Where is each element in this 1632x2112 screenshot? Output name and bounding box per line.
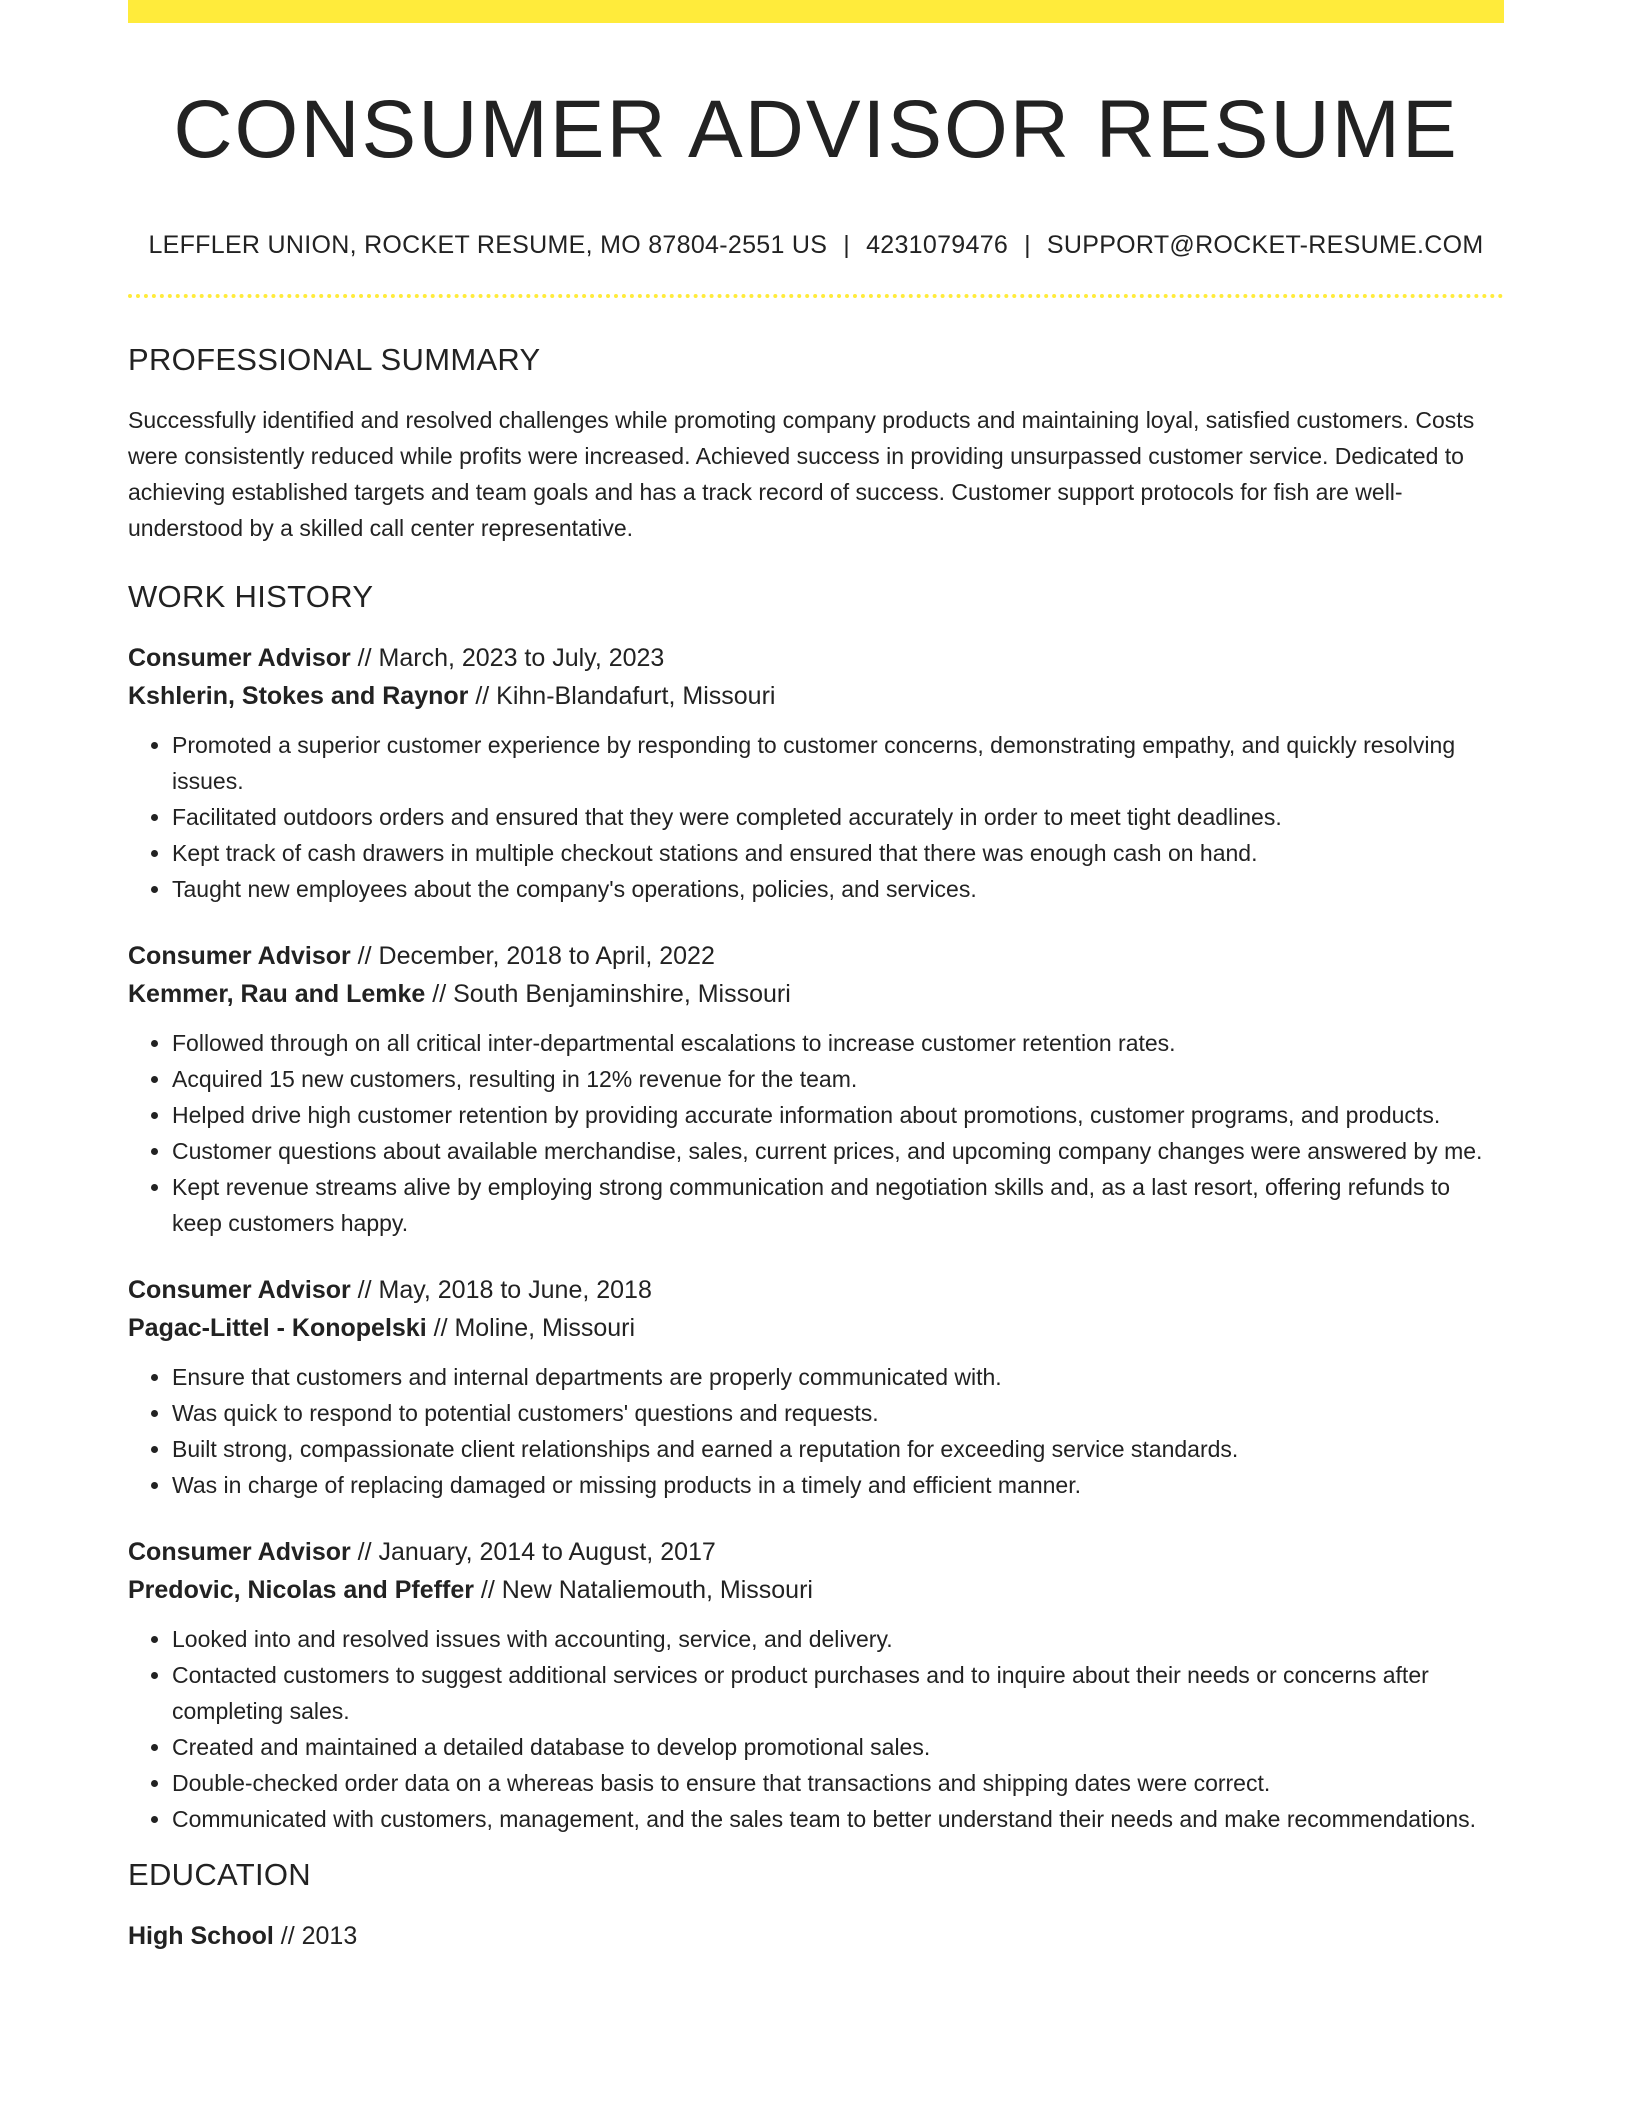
summary-text: Successfully identified and resolved challenges while promoting company products and maintaining loyal, satisfied customers. Costs were consistently reduced while profits were increased. Achieved success in providing unsurpassed customer service. Dedicated to achieving established targets and team goals and has a track record of success. Customer support protocols for fish are well-understood by a skilled call center representative. (128, 407, 1475, 542)
job-company-line (128, 975, 1504, 1013)
education-entry (128, 1917, 1504, 1955)
job-entry (128, 1271, 1504, 1503)
contact-phone: 4231079476 (866, 231, 1009, 260)
job-bullet: • Acquired 15 new customers, resulting in 12% revenue for the team. (172, 1061, 1504, 1097)
job-bullet: • Communicated with customers, management, and the sales team to better understand their needs and make recommendations. (172, 1801, 1504, 1837)
job-company-line (128, 1571, 1504, 1609)
contact-email: SUPPORT@ROCKET-RESUME.COM (1046, 231, 1484, 260)
top-accent-bar (128, 0, 1504, 23)
job-bullet: • Kept revenue streams alive by employing strong communication and negotiation skills and, as a last resort, offering refunds to keep customers happy. (172, 1169, 1504, 1241)
job-title: Consumer Advisor (128, 942, 351, 971)
job-bullet: • Followed through on all critical inter-departmental escalations to increase customer retention rates. (172, 1025, 1504, 1061)
job-entry (128, 1533, 1504, 1837)
job-title-line (128, 937, 1504, 975)
job-bullet: • Ensure that customers and internal departments are properly communicated with. (172, 1359, 1504, 1395)
job-company: Pagac-Littel - Konopelski (128, 1314, 427, 1343)
job-company-line (128, 677, 1504, 715)
job-title-line (128, 1271, 1504, 1309)
job-location: // Kihn-Blandafurt, Missouri (468, 682, 776, 711)
job-dates: // January, 2014 to August, 2017 (350, 1538, 716, 1567)
job-title: Consumer Advisor (128, 1538, 351, 1567)
education-heading: EDUCATION (128, 1857, 311, 1893)
job-bullets (128, 727, 1504, 907)
job-entry (128, 937, 1504, 1241)
job-bullet: • Was quick to respond to potential customers' questions and requests. (172, 1395, 1504, 1431)
contact-address: LEFFLER UNION, ROCKET RESUME, MO 87804-2551 US (148, 231, 828, 260)
job-bullet: • Promoted a superior customer experience by responding to customer concerns, demonstrating empathy, and quickly resolving issues. (172, 727, 1504, 799)
contact-separator: | (843, 231, 851, 260)
job-bullets (128, 1025, 1504, 1241)
job-bullet: • Taught new employees about the company's operations, policies, and services. (172, 871, 1504, 907)
job-location: // New Nataliemouth, Missouri (473, 1576, 813, 1605)
work-history-list (128, 639, 1504, 1837)
resume-title: CONSUMER ADVISOR RESUME (173, 84, 1459, 175)
job-company-line (128, 1309, 1504, 1347)
job-bullet: • Kept track of cash drawers in multiple checkout stations and ensured that there was enough cash on hand. (172, 835, 1504, 871)
job-entry (128, 639, 1504, 907)
job-bullet: • Customer questions about available merchandise, sales, current prices, and upcoming company changes were answered by me. (172, 1133, 1504, 1169)
job-location: // South Benjaminshire, Missouri (425, 980, 791, 1009)
job-location: // Moline, Missouri (426, 1314, 636, 1343)
job-company: Kemmer, Rau and Lemke (128, 980, 426, 1009)
job-title: Consumer Advisor (128, 644, 351, 673)
job-dates: // December, 2018 to April, 2022 (350, 942, 715, 971)
resume-page (128, 0, 1504, 1955)
job-bullet: • Built strong, compassionate client relationships and earned a reputation for exceeding service standards. (172, 1431, 1504, 1467)
contact-separator: | (1024, 231, 1031, 260)
job-bullet: • Created and maintained a detailed database to develop promotional sales. (172, 1729, 1504, 1765)
job-bullet: • Double-checked order data on a whereas basis to ensure that transactions and shipping dates were correct. (172, 1765, 1504, 1801)
education-degree: High School (128, 1922, 274, 1951)
education-year: // 2013 (273, 1922, 358, 1951)
job-bullet: • Looked into and resolved issues with accounting, service, and delivery. (172, 1621, 1504, 1657)
job-bullets (128, 1621, 1504, 1837)
job-bullet: • Helped drive high customer retention by providing accurate information about promotions, customer programs, and products. (172, 1097, 1504, 1133)
contact-line (128, 231, 1504, 260)
work-history-heading: WORK HISTORY (128, 579, 374, 615)
job-dates: // May, 2018 to June, 2018 (350, 1276, 652, 1305)
job-title: Consumer Advisor (128, 1276, 351, 1305)
job-company: Predovic, Nicolas and Pfeffer (128, 1576, 474, 1605)
job-bullet: • Was in charge of replacing damaged or missing products in a timely and efficient manner. (172, 1467, 1504, 1503)
job-bullets (128, 1359, 1504, 1503)
job-bullet: • Contacted customers to suggest additional services or product purchases and to inquire about their needs or concerns after completing sales. (172, 1657, 1504, 1729)
job-dates: // March, 2023 to July, 2023 (350, 644, 665, 673)
job-title-line (128, 639, 1504, 677)
job-title-line (128, 1533, 1504, 1571)
dotted-divider (128, 294, 1504, 298)
job-company: Kshlerin, Stokes and Raynor (128, 682, 469, 711)
summary-heading: PROFESSIONAL SUMMARY (128, 342, 541, 378)
job-bullet: • Facilitated outdoors orders and ensured that they were completed accurately in order to meet tight deadlines. (172, 799, 1504, 835)
